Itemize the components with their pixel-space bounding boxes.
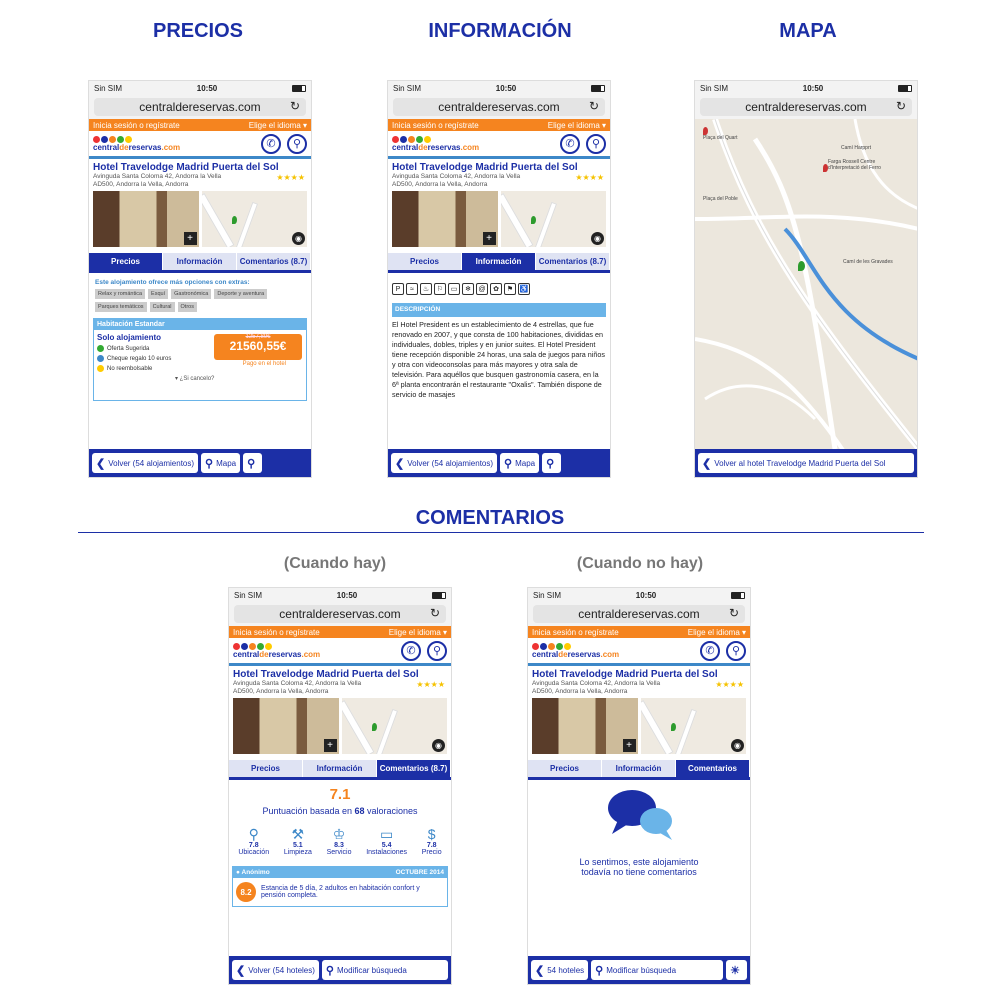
hotel-stars: ★★★★: [276, 173, 305, 182]
tv-icon: ▭: [448, 283, 460, 295]
back-button[interactable]: ❮ Volver (54 alojamientos): [92, 453, 198, 473]
logo[interactable]: centraldereservas.com: [392, 136, 479, 152]
heading-informacion: INFORMACIÓN: [428, 20, 572, 42]
reload-icon[interactable]: ↻: [429, 606, 440, 620]
location-icon: ⚲: [248, 826, 259, 842]
chip-relax[interactable]: Relax y romántica: [95, 289, 145, 299]
phone-icon[interactable]: ✆: [401, 641, 421, 661]
restaurant-icon: ⚑: [504, 283, 516, 295]
chip-deporte[interactable]: Deporte y aventura: [214, 289, 267, 299]
hotel-photo[interactable]: [532, 698, 638, 754]
login-link[interactable]: Inicia sesión o regístrate: [233, 627, 320, 637]
chip-gastronomica[interactable]: Gastronómica: [171, 289, 211, 299]
search-icon: ⚲: [546, 457, 555, 470]
url-field[interactable]: centraldereservas.com ↻: [700, 98, 912, 116]
back-button[interactable]: ❮ Volver (54 alojamientos): [391, 453, 497, 473]
cat-servicio: ♔ 8.3 Servicio: [326, 826, 352, 856]
reload-icon[interactable]: ↻: [728, 606, 739, 620]
subheading-cuando-hay: (Cuando hay): [283, 555, 387, 572]
phone-informacion: [387, 80, 611, 478]
bottom-bar: [388, 449, 610, 477]
hotel-stars: ★★★★: [715, 680, 744, 689]
tab-informacion[interactable]: Información: [303, 760, 377, 777]
map-label-placa-poble: Plaça del Poble: [703, 196, 738, 202]
back-button[interactable]: ❮ 54 hoteles: [531, 960, 588, 980]
plus-icon[interactable]: +: [184, 232, 197, 245]
tab-precios[interactable]: Precios: [528, 760, 602, 777]
offer-label: Oferta Sugerida: [107, 345, 150, 352]
hotel-photo[interactable]: [233, 698, 339, 754]
eye-icon[interactable]: ◉: [292, 232, 305, 245]
login-link[interactable]: Inicia sesión o regístrate: [392, 120, 479, 130]
chevron-left-icon: ❮: [96, 457, 106, 470]
ac-icon: ❄: [462, 283, 474, 295]
bell-icon: ♔: [332, 826, 346, 842]
comment-card: [232, 866, 448, 907]
hotel-pin-icon[interactable]: [798, 261, 805, 271]
hotel-address-2: AD500, Andorra la Vella, Andorra: [532, 688, 628, 695]
status-bar: Sin SIM 10:50: [388, 81, 610, 95]
old-price: 1257,89€: [245, 334, 271, 340]
cat-limpieza: ⚒ 5.1 Limpieza: [283, 826, 312, 856]
logo[interactable]: centraldereservas.com: [532, 643, 619, 659]
tab-comentarios[interactable]: Comentarios (8.7): [377, 760, 451, 777]
search-button[interactable]: [243, 453, 262, 473]
tab-comentarios[interactable]: Comentarios: [676, 760, 750, 777]
hotel-name: Hotel Travelodge Madrid Puerta del Sol: [233, 669, 419, 680]
extras-title: Este alojamiento ofrece más opciones con extras:: [95, 279, 250, 286]
url-field[interactable]: centraldereservas.com ↻: [234, 605, 446, 623]
map-label-placa-quart: Plaça del Quart: [703, 135, 738, 141]
url-field[interactable]: centraldereservas.com ↻: [533, 605, 745, 623]
login-link[interactable]: Inicia sesión o regístrate: [532, 627, 619, 637]
hotel-stars: ★★★★: [575, 173, 604, 182]
status-bar: Sin SIM 10:50: [695, 81, 917, 95]
search-icon[interactable]: ⚲: [287, 134, 307, 154]
carrier: Sin SIM: [94, 83, 123, 93]
modify-search-button[interactable]: ⚲ Modificar búsqueda: [591, 960, 723, 980]
map-label-cami: Camí Harpprt: [841, 145, 872, 151]
hotel-name: Hotel Travelodge Madrid Puerta del Sol: [392, 162, 578, 173]
hotel-address-2: AD500, Andorra la Vella, Andorra: [233, 688, 329, 695]
user-icon: ●: [236, 869, 240, 876]
mini-map[interactable]: [641, 698, 747, 754]
search-button[interactable]: [542, 453, 561, 473]
pay-label: Pago en el hotel: [242, 361, 286, 367]
phone-icon[interactable]: ✆: [261, 134, 281, 154]
price-button[interactable]: [214, 334, 302, 360]
comment-score: 8.2: [236, 882, 256, 902]
tab-precios[interactable]: Precios: [229, 760, 303, 777]
tab-informacion[interactable]: Información: [602, 760, 676, 777]
mini-map[interactable]: [342, 698, 448, 754]
bed-icon: ▭: [380, 826, 394, 842]
clock: 10:50: [196, 83, 218, 93]
hotel-address-2: AD500, Andorra la Vella, Andorra: [93, 181, 189, 188]
poi-pin-icon[interactable]: [703, 127, 708, 135]
language-select[interactable]: Elige el idioma ▾: [687, 627, 746, 637]
lightbulb-icon: ☀: [730, 964, 740, 977]
refund-label: No reembolsable: [107, 365, 153, 372]
reload-icon[interactable]: ↻: [588, 99, 599, 113]
phone-comentarios-no-hay: [527, 587, 751, 985]
subheading-cuando-no-hay: (Cuando no hay): [576, 555, 704, 572]
map-label-gravades: Camí de les Gravades: [843, 259, 893, 265]
chip-parques[interactable]: Parques temáticos: [95, 302, 147, 312]
comment-text: Estancia de 5 día, 2 adultos en habitación confort y pensión completa.: [261, 885, 420, 899]
url-field[interactable]: centraldereservas.com ↻: [393, 98, 605, 116]
logo[interactable]: centraldereservas.com: [93, 136, 180, 152]
room-card: [93, 318, 307, 401]
hotel-name: Hotel Travelodge Madrid Puerta del Sol: [532, 669, 718, 680]
modify-search-button[interactable]: ⚲ Modificar búsqueda: [322, 960, 448, 980]
back-to-hotel-button[interactable]: ❮ Volver al hotel Travelodge Madrid Puerta del Sol: [698, 453, 914, 473]
hotel-photo[interactable]: [93, 191, 199, 247]
money-icon: $: [427, 826, 436, 842]
url-text: centraldereservas.com: [139, 100, 261, 114]
plus-icon[interactable]: +: [324, 739, 337, 752]
login-link[interactable]: Inicia sesión o regístrate: [93, 120, 180, 130]
room-option: Solo alojamiento: [97, 333, 162, 342]
description-header: DESCRIPCIÓN: [392, 303, 606, 317]
battery-icon: [591, 85, 605, 92]
hotel-address-1: Avinguda Santa Coloma 42, Andorra la Vella: [392, 173, 521, 180]
speech-bubbles-icon: [528, 788, 751, 842]
cat-instalaciones: ▭ 5.4 Instalaciones: [366, 826, 408, 856]
overall-score: 7.1: [329, 786, 351, 803]
bottom-bar: [695, 449, 917, 477]
bottom-bar: [528, 956, 750, 984]
status-bar: Sin SIM 10:50: [229, 588, 451, 602]
room-header: Habitación Estandar: [94, 319, 306, 330]
search-icon: ⚲: [595, 964, 604, 977]
language-select[interactable]: Elige el idioma ▾: [547, 120, 606, 130]
hotel-stars: ★★★★: [416, 680, 445, 689]
full-map[interactable]: [695, 119, 917, 453]
pin-icon: ⚲: [504, 457, 513, 470]
pets-icon: ✿: [490, 283, 502, 295]
heading-comentarios: COMENTARIOS: [415, 507, 565, 529]
back-button[interactable]: ❮ Volver (54 hoteles): [232, 960, 319, 980]
hotel-address-1: Avinguda Santa Coloma 42, Andorra la Vella: [233, 680, 362, 687]
mini-map[interactable]: [501, 191, 607, 247]
comment-user: ● Anónimo: [236, 869, 270, 876]
divider: [78, 532, 924, 533]
pin-icon: ⚲: [205, 457, 214, 470]
spa-icon: ♨: [420, 283, 432, 295]
search-icon: ⚲: [247, 457, 256, 470]
chip-esqui[interactable]: Esquí: [148, 289, 168, 299]
heading-mapa: MAPA: [779, 20, 837, 42]
pool-icon: ≈: [406, 283, 418, 295]
status-bar: [89, 81, 311, 95]
eye-icon[interactable]: ◉: [591, 232, 604, 245]
battery-icon: [432, 592, 446, 599]
map-label-farga: Farga Rossell Centre d'Interpretació del Ferro: [828, 159, 881, 171]
gym-icon: ⚐: [434, 283, 446, 295]
parking-icon: P: [392, 283, 404, 295]
plus-icon[interactable]: +: [623, 739, 636, 752]
language-select[interactable]: Elige el idioma ▾: [248, 120, 307, 130]
chevron-left-icon: ❮: [535, 964, 545, 977]
phone-icon[interactable]: ✆: [560, 134, 580, 154]
phone-comentarios-hay: [228, 587, 452, 985]
tips-button[interactable]: [726, 960, 747, 980]
access-icon: ♿: [518, 283, 530, 295]
facilities-icons: [388, 273, 610, 299]
reload-icon[interactable]: ↻: [895, 99, 906, 113]
tab-informacion[interactable]: Información: [462, 253, 536, 270]
language-select[interactable]: Elige el idioma ▾: [388, 627, 447, 637]
battery-icon: [898, 85, 912, 92]
hotel-name: Hotel Travelodge Madrid Puerta del Sol: [93, 162, 279, 173]
voucher-label: Cheque regalo 10 euros: [107, 355, 172, 362]
cancel-link[interactable]: ▾ ¿Si cancelo?: [175, 376, 215, 382]
heading-precios: PRECIOS: [152, 20, 244, 42]
comment-date: OCTUBRE 2014: [395, 869, 444, 876]
bottom-bar: [89, 449, 311, 477]
battery-icon: [292, 85, 306, 92]
top-bar: [89, 119, 311, 131]
map-button[interactable]: ⚲ Mapa: [201, 453, 240, 473]
eye-icon[interactable]: ◉: [731, 739, 744, 752]
chevron-left-icon: ❮: [236, 964, 246, 977]
logo[interactable]: centraldereservas.com: [233, 643, 320, 659]
battery-icon: [731, 592, 745, 599]
map-button[interactable]: ⚲ Mapa: [500, 453, 539, 473]
chip-cultural[interactable]: Cultural: [150, 302, 175, 312]
hotel-address-1: Avinguda Santa Coloma 42, Andorra la Vella: [93, 173, 222, 180]
tab-precios[interactable]: Precios: [388, 253, 462, 270]
hotel-photo[interactable]: [392, 191, 498, 247]
tab-comentarios[interactable]: Comentarios (8.7): [237, 253, 311, 270]
url-field[interactable]: [94, 98, 306, 116]
hotel-address-2: AD500, Andorra la Vella, Andorra: [392, 181, 488, 188]
description-text: El Hotel President es un establecimiento de 4 estrellas, que fue renovado en 2007, y que consta de 100 habitaciones, divididas en individuales, dobles, triples y en junior suites. El Hotel President tiene recepción disponible 24 horas, una sala de juegos para niños y otra con videoconsolas para más mayores y otra sala de televisión. Para aquéllos que busquen gastronomía casera, en la 6ª planta encontrarán el restaurante "Oxalis". También dispone de servicio de masajes: [392, 320, 605, 399]
phone-icon[interactable]: ✆: [700, 641, 720, 661]
chip-otros[interactable]: Otros: [178, 302, 197, 312]
score-summary: Puntuación basada en 68 valoraciones: [262, 806, 418, 816]
no-comments-line2: todavía no tiene comentarios: [581, 867, 697, 877]
bottom-bar: [229, 956, 451, 984]
search-icon[interactable]: ⚲: [586, 134, 606, 154]
phone-precios: [88, 80, 312, 478]
broom-icon: ⚒: [291, 826, 305, 842]
price: 21560,55€: [229, 339, 287, 353]
cat-ubicacion: ⚲ 7.8 Ubicación: [238, 826, 270, 856]
search-icon[interactable]: ⚲: [726, 641, 746, 661]
chevron-left-icon: ❮: [395, 457, 405, 470]
search-icon[interactable]: ⚲: [427, 641, 447, 661]
tab-comentarios[interactable]: Comentarios (8.7): [536, 253, 610, 270]
reload-icon[interactable]: ↻: [289, 99, 300, 113]
wifi-icon: @: [476, 283, 488, 295]
tab-informacion[interactable]: Información: [163, 253, 237, 270]
status-bar: Sin SIM 10:50: [528, 588, 750, 602]
phone-mapa: [694, 80, 918, 478]
mini-map[interactable]: [202, 191, 308, 247]
cat-precio: $ 7.8 Precio: [421, 826, 442, 856]
no-comments-line1: Lo sentimos, este alojamiento: [579, 857, 699, 867]
eye-icon[interactable]: ◉: [432, 739, 445, 752]
search-icon: ⚲: [325, 964, 334, 977]
chevron-left-icon: ❮: [702, 457, 712, 470]
hotel-address-1: Avinguda Santa Coloma 42, Andorra la Vella: [532, 680, 661, 687]
plus-icon[interactable]: +: [483, 232, 496, 245]
tab-precios[interactable]: Precios: [89, 253, 163, 270]
